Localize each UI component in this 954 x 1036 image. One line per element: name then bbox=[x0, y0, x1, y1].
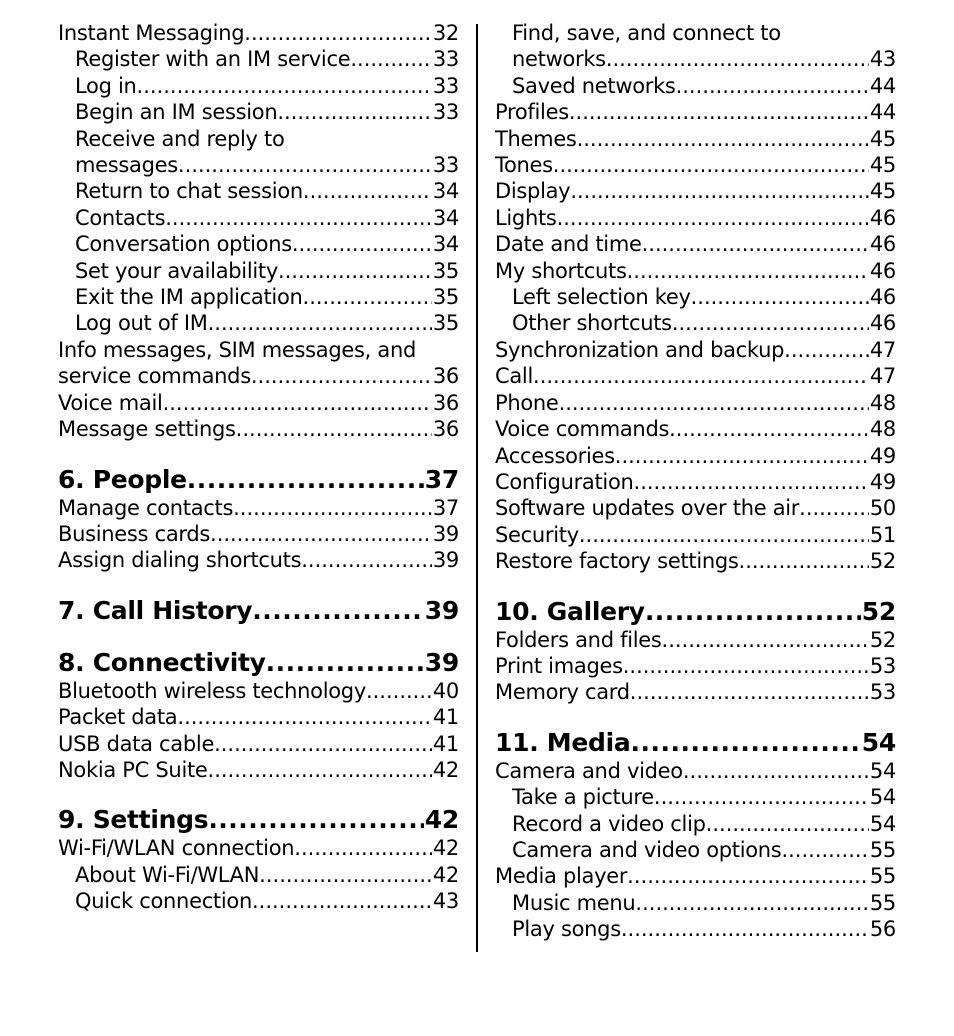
toc-entry[interactable] bbox=[495, 205, 896, 231]
toc-entry[interactable] bbox=[58, 521, 459, 547]
dot-leader bbox=[303, 284, 432, 310]
toc-page-number: 46 bbox=[869, 232, 896, 257]
toc-entry-title: USB data cable bbox=[58, 731, 215, 756]
dot-leader bbox=[294, 835, 432, 861]
toc-entry-title: Call bbox=[495, 364, 534, 389]
toc-page-number: 32 bbox=[432, 21, 459, 45]
dot-leader bbox=[634, 469, 869, 495]
toc-page-number: 46 bbox=[869, 285, 896, 310]
dot-leader bbox=[645, 597, 861, 627]
toc-entry-title: 11. Media bbox=[495, 727, 631, 757]
toc-entry-title: Nokia PC Suite bbox=[58, 757, 208, 782]
toc-subentry[interactable] bbox=[58, 310, 459, 336]
toc-entry-title: 7. Call History bbox=[58, 595, 253, 625]
dot-leader bbox=[277, 99, 432, 125]
toc-subentry[interactable] bbox=[495, 284, 896, 310]
dot-leader bbox=[208, 310, 432, 336]
toc-page-number: 54 bbox=[869, 785, 896, 810]
toc-subentry[interactable] bbox=[495, 890, 896, 916]
toc-entry-title: Other shortcuts bbox=[512, 311, 672, 336]
toc-subentry[interactable] bbox=[58, 73, 459, 99]
dot-leader bbox=[278, 258, 432, 284]
toc-entry[interactable] bbox=[495, 416, 896, 442]
dot-leader bbox=[706, 811, 869, 837]
toc-entry-title: Take a picture bbox=[512, 785, 654, 810]
toc-subentry[interactable] bbox=[58, 888, 459, 914]
dot-leader bbox=[266, 648, 424, 678]
toc-subentry[interactable] bbox=[58, 99, 459, 125]
dot-leader bbox=[557, 205, 869, 231]
dot-leader bbox=[214, 731, 432, 757]
toc-entry-title: Software updates over the air bbox=[495, 496, 800, 521]
dot-leader bbox=[799, 495, 869, 521]
toc-entry-title: Music menu bbox=[512, 890, 636, 915]
toc-entry[interactable] bbox=[58, 547, 459, 573]
toc-entry-title: Folders and files bbox=[495, 627, 662, 652]
toc-page-number: 42 bbox=[432, 836, 459, 861]
dot-leader bbox=[627, 258, 869, 284]
toc-entry-title: Business cards bbox=[58, 521, 211, 546]
toc-entry-title: Receive and reply to bbox=[75, 126, 285, 151]
toc-page-number: 39 bbox=[432, 521, 459, 546]
toc-page-number: 46 bbox=[869, 311, 896, 336]
column-divider bbox=[476, 24, 478, 952]
dot-leader bbox=[350, 46, 432, 72]
toc-entry-title: Saved networks bbox=[512, 73, 676, 98]
toc-subentry[interactable] bbox=[58, 46, 459, 72]
toc-entry[interactable] bbox=[495, 653, 896, 679]
toc-entry-title: Packet data bbox=[58, 705, 178, 730]
toc-entry[interactable] bbox=[58, 337, 459, 390]
toc-page-number: 35 bbox=[432, 285, 459, 310]
toc-entry[interactable] bbox=[495, 863, 896, 889]
dot-leader bbox=[303, 178, 432, 204]
toc-entry-title: Conversation options bbox=[75, 232, 292, 257]
dot-leader bbox=[621, 916, 869, 942]
toc-page-number: 33 bbox=[432, 100, 459, 125]
toc-entry[interactable] bbox=[495, 627, 896, 653]
dot-leader bbox=[615, 443, 869, 469]
toc-entry[interactable] bbox=[58, 20, 459, 46]
toc-entry[interactable] bbox=[495, 178, 896, 204]
toc-entry[interactable] bbox=[495, 679, 896, 705]
toc-page-number: 55 bbox=[869, 890, 896, 915]
dot-leader bbox=[252, 596, 424, 626]
toc-entry-title: 6. People bbox=[58, 464, 187, 494]
toc-page-number: 41 bbox=[432, 705, 459, 730]
toc-entry[interactable] bbox=[495, 758, 896, 784]
toc-entry-title: 9. Settings bbox=[58, 805, 209, 835]
toc-entry[interactable] bbox=[495, 363, 896, 389]
toc-subentry[interactable] bbox=[58, 231, 459, 257]
dot-leader bbox=[630, 728, 860, 758]
toc-chapter-heading[interactable] bbox=[58, 805, 459, 835]
toc-subentry[interactable] bbox=[495, 811, 896, 837]
toc-entry[interactable] bbox=[58, 495, 459, 521]
toc-subentry[interactable] bbox=[58, 284, 459, 310]
toc-page-number: 54 bbox=[869, 811, 896, 836]
toc-entry[interactable] bbox=[495, 126, 896, 152]
toc-entry[interactable] bbox=[495, 231, 896, 257]
toc-page-number: 46 bbox=[869, 258, 896, 283]
toc-page-number: 44 bbox=[869, 73, 896, 98]
toc-entry[interactable] bbox=[58, 757, 459, 783]
toc-entry-title: About Wi-Fi/WLAN bbox=[75, 862, 260, 887]
dot-leader bbox=[739, 548, 869, 574]
toc-page-number: 35 bbox=[432, 311, 459, 336]
toc-page-number: 41 bbox=[432, 731, 459, 756]
toc-page-number: 45 bbox=[869, 126, 896, 151]
toc-entry-title: Return to chat session bbox=[75, 179, 303, 204]
dot-leader bbox=[781, 837, 868, 863]
toc-page-number: 54 bbox=[861, 727, 896, 757]
toc-page-number: 50 bbox=[869, 496, 896, 521]
toc-entry-title: Log in bbox=[75, 73, 137, 98]
toc-page-number: 39 bbox=[424, 595, 459, 625]
toc-subentry[interactable] bbox=[58, 862, 459, 888]
toc-entry-title: Tones bbox=[495, 153, 553, 178]
toc-subentry[interactable] bbox=[58, 178, 459, 204]
toc-subentry[interactable] bbox=[495, 73, 896, 99]
dot-leader bbox=[676, 73, 869, 99]
toc-subentry[interactable] bbox=[58, 205, 459, 231]
toc-page-number: 55 bbox=[869, 864, 896, 889]
dot-leader bbox=[236, 416, 432, 442]
toc-page-number: 34 bbox=[432, 179, 459, 204]
toc-entry[interactable] bbox=[495, 495, 896, 521]
dot-leader bbox=[683, 758, 869, 784]
toc-page-number: 42 bbox=[432, 757, 459, 782]
dot-leader bbox=[635, 890, 868, 916]
toc-left-column bbox=[58, 20, 459, 915]
toc-entry-title: Assign dialing shortcuts bbox=[58, 548, 302, 573]
toc-page-number: 33 bbox=[432, 73, 459, 98]
toc-page-number: 45 bbox=[869, 179, 896, 204]
toc-chapter-heading[interactable] bbox=[495, 728, 896, 758]
toc-entry-title: Set your availability bbox=[75, 258, 278, 283]
toc-entry-title: Log out of IM bbox=[75, 311, 208, 336]
dot-leader bbox=[570, 178, 869, 204]
toc-entry-title: Instant Messaging bbox=[58, 21, 245, 45]
toc-chapter-heading[interactable] bbox=[495, 597, 896, 627]
toc-entry-title: Accessories bbox=[495, 443, 615, 468]
toc-page-number: 42 bbox=[424, 805, 459, 835]
toc-page-number: 47 bbox=[869, 337, 896, 362]
toc-entry-title: 10. Gallery bbox=[495, 596, 645, 626]
toc-entry[interactable] bbox=[58, 416, 459, 442]
toc-entry-title: Profiles bbox=[495, 100, 569, 125]
toc-entry[interactable] bbox=[58, 731, 459, 757]
dot-leader bbox=[208, 757, 432, 783]
toc-page-number: 33 bbox=[432, 153, 459, 178]
toc-page-number: 39 bbox=[432, 548, 459, 573]
dot-leader bbox=[784, 337, 869, 363]
toc-entry[interactable] bbox=[58, 704, 459, 730]
dot-leader bbox=[165, 205, 432, 231]
toc-chapter-heading[interactable] bbox=[58, 596, 459, 626]
dot-leader bbox=[533, 363, 869, 389]
toc-entry-title: Phone bbox=[495, 390, 559, 415]
toc-entry-title: Bluetooth wireless technology bbox=[58, 678, 366, 703]
toc-page-number: 37 bbox=[424, 464, 459, 494]
dot-leader bbox=[259, 862, 432, 888]
toc-subentry[interactable] bbox=[495, 20, 896, 73]
toc-chapter-heading[interactable] bbox=[58, 465, 459, 495]
toc-entry-title: Left selection key bbox=[512, 285, 691, 310]
dot-leader bbox=[642, 231, 869, 257]
dot-leader bbox=[623, 653, 869, 679]
toc-entry[interactable] bbox=[495, 469, 896, 495]
toc-subentry[interactable] bbox=[495, 916, 896, 942]
toc-entry-title: Display bbox=[495, 179, 571, 204]
toc-entry-title: Synchronization and backup bbox=[495, 337, 785, 362]
toc-entry-title: Manage contacts bbox=[58, 495, 234, 520]
toc-entry-title: Begin an IM session bbox=[75, 100, 278, 125]
toc-entry-title: Contacts bbox=[75, 205, 166, 230]
dot-leader bbox=[244, 20, 432, 46]
dot-leader bbox=[252, 888, 432, 914]
toc-page-number: 36 bbox=[432, 390, 459, 415]
toc-subentry[interactable] bbox=[58, 126, 459, 179]
toc-entry-title: Voice mail bbox=[58, 390, 163, 415]
dot-leader bbox=[553, 152, 869, 178]
dot-leader bbox=[301, 547, 432, 573]
toc-page-number: 42 bbox=[432, 862, 459, 887]
dot-leader bbox=[210, 521, 432, 547]
toc-page-number: 51 bbox=[869, 522, 896, 547]
toc-right-column bbox=[495, 20, 896, 943]
toc-page-number: 49 bbox=[869, 469, 896, 494]
toc-entry-title: Camera and video bbox=[495, 758, 683, 783]
dot-leader bbox=[654, 784, 869, 810]
dot-leader bbox=[177, 704, 431, 730]
toc-page-number: 34 bbox=[432, 205, 459, 230]
toc-page-number: 45 bbox=[869, 153, 896, 178]
toc-entry[interactable] bbox=[58, 835, 459, 861]
toc-subentry[interactable] bbox=[495, 837, 896, 863]
toc-entry-title: Wi-Fi/WLAN connection bbox=[58, 836, 295, 861]
toc-page-number: 40 bbox=[432, 678, 459, 703]
toc-entry[interactable] bbox=[495, 522, 896, 548]
toc-entry-title: My shortcuts bbox=[495, 258, 627, 283]
toc-entry-title: Media player bbox=[495, 864, 628, 889]
dot-leader bbox=[208, 805, 423, 835]
toc-page-number: 43 bbox=[432, 889, 459, 914]
toc-page-number: 36 bbox=[432, 364, 459, 389]
dot-leader bbox=[672, 310, 869, 336]
dot-leader bbox=[606, 46, 869, 72]
toc-page-number: 54 bbox=[869, 758, 896, 783]
toc-entry-title: Register with an IM service bbox=[75, 47, 351, 72]
dot-leader bbox=[178, 152, 432, 178]
toc-page-number: 48 bbox=[869, 417, 896, 442]
toc-page-number: 35 bbox=[432, 258, 459, 283]
toc-entry[interactable] bbox=[495, 548, 896, 574]
toc-entry[interactable] bbox=[495, 258, 896, 284]
toc-entry-title: Play songs bbox=[512, 917, 621, 942]
dot-leader bbox=[137, 73, 432, 99]
toc-page-number: 36 bbox=[432, 417, 459, 442]
toc-page-number: 53 bbox=[869, 680, 896, 705]
dot-leader bbox=[251, 363, 432, 389]
toc-page-number: 44 bbox=[869, 100, 896, 125]
dot-leader bbox=[163, 390, 432, 416]
toc-entry[interactable] bbox=[58, 390, 459, 416]
toc-chapter-heading[interactable] bbox=[58, 648, 459, 678]
toc-entry[interactable] bbox=[495, 443, 896, 469]
toc-entry-title: Security bbox=[495, 522, 579, 547]
toc-entry-title: Voice commands bbox=[495, 417, 670, 442]
toc-subentry[interactable] bbox=[58, 258, 459, 284]
dot-leader bbox=[187, 465, 424, 495]
dot-leader bbox=[630, 679, 869, 705]
toc-entry[interactable] bbox=[495, 337, 896, 363]
toc-entry-title: Exit the IM application bbox=[75, 285, 303, 310]
toc-entry-title-continued: service commands bbox=[58, 364, 251, 389]
toc-page-number: 47 bbox=[869, 364, 896, 389]
toc-entry-title: Message settings bbox=[58, 417, 236, 442]
toc-entry-title: Record a video clip bbox=[512, 811, 706, 836]
toc-page-number: 52 bbox=[861, 596, 896, 626]
toc-entry-title: Restore factory settings bbox=[495, 549, 739, 574]
toc-subentry[interactable] bbox=[495, 310, 896, 336]
toc-entry-title: Info messages, SIM messages, and bbox=[58, 337, 416, 362]
dot-leader bbox=[662, 627, 869, 653]
toc-entry-title: Print images bbox=[495, 653, 623, 678]
dot-leader bbox=[366, 678, 432, 704]
toc-page-number: 39 bbox=[424, 647, 459, 677]
toc-page-number: 43 bbox=[869, 47, 896, 72]
toc-entry-title: Themes bbox=[495, 126, 577, 151]
dot-leader bbox=[579, 522, 869, 548]
toc-entry-title: 8. Connectivity bbox=[58, 647, 266, 677]
toc-entry[interactable] bbox=[495, 99, 896, 125]
toc-page-number: 53 bbox=[869, 653, 896, 678]
toc-entry[interactable] bbox=[58, 678, 459, 704]
dot-leader bbox=[627, 863, 869, 889]
toc-page-number: 33 bbox=[432, 47, 459, 72]
toc-page-number: 34 bbox=[432, 232, 459, 257]
toc-entry-title: Configuration bbox=[495, 469, 634, 494]
toc-entry-title: Camera and video options bbox=[512, 837, 782, 862]
dot-leader bbox=[559, 390, 869, 416]
dot-leader bbox=[669, 416, 869, 442]
toc-page-number: 49 bbox=[869, 443, 896, 468]
dot-leader bbox=[292, 231, 432, 257]
toc-page-number: 52 bbox=[869, 627, 896, 652]
toc-entry-title: Quick connection bbox=[75, 889, 252, 914]
toc-entry[interactable] bbox=[495, 390, 896, 416]
toc-page-number: 56 bbox=[869, 917, 896, 942]
toc-entry-title-continued: networks bbox=[512, 47, 606, 72]
toc-entry-title: Find, save, and connect to bbox=[512, 21, 781, 45]
toc-page-number: 37 bbox=[432, 495, 459, 520]
dot-leader bbox=[577, 126, 869, 152]
toc-entry[interactable] bbox=[495, 152, 896, 178]
toc-subentry[interactable] bbox=[495, 784, 896, 810]
toc-page-number: 55 bbox=[869, 837, 896, 862]
toc-page-number: 52 bbox=[869, 549, 896, 574]
toc-page-number: 46 bbox=[869, 205, 896, 230]
toc-entry-title: Memory card bbox=[495, 680, 630, 705]
dot-leader bbox=[233, 495, 432, 521]
toc-page-number: 48 bbox=[869, 390, 896, 415]
dot-leader bbox=[691, 284, 869, 310]
toc-entry-title: Date and time bbox=[495, 232, 642, 257]
dot-leader bbox=[569, 99, 869, 125]
toc-entry-title-continued: messages bbox=[75, 153, 178, 178]
toc-entry-title: Lights bbox=[495, 205, 557, 230]
